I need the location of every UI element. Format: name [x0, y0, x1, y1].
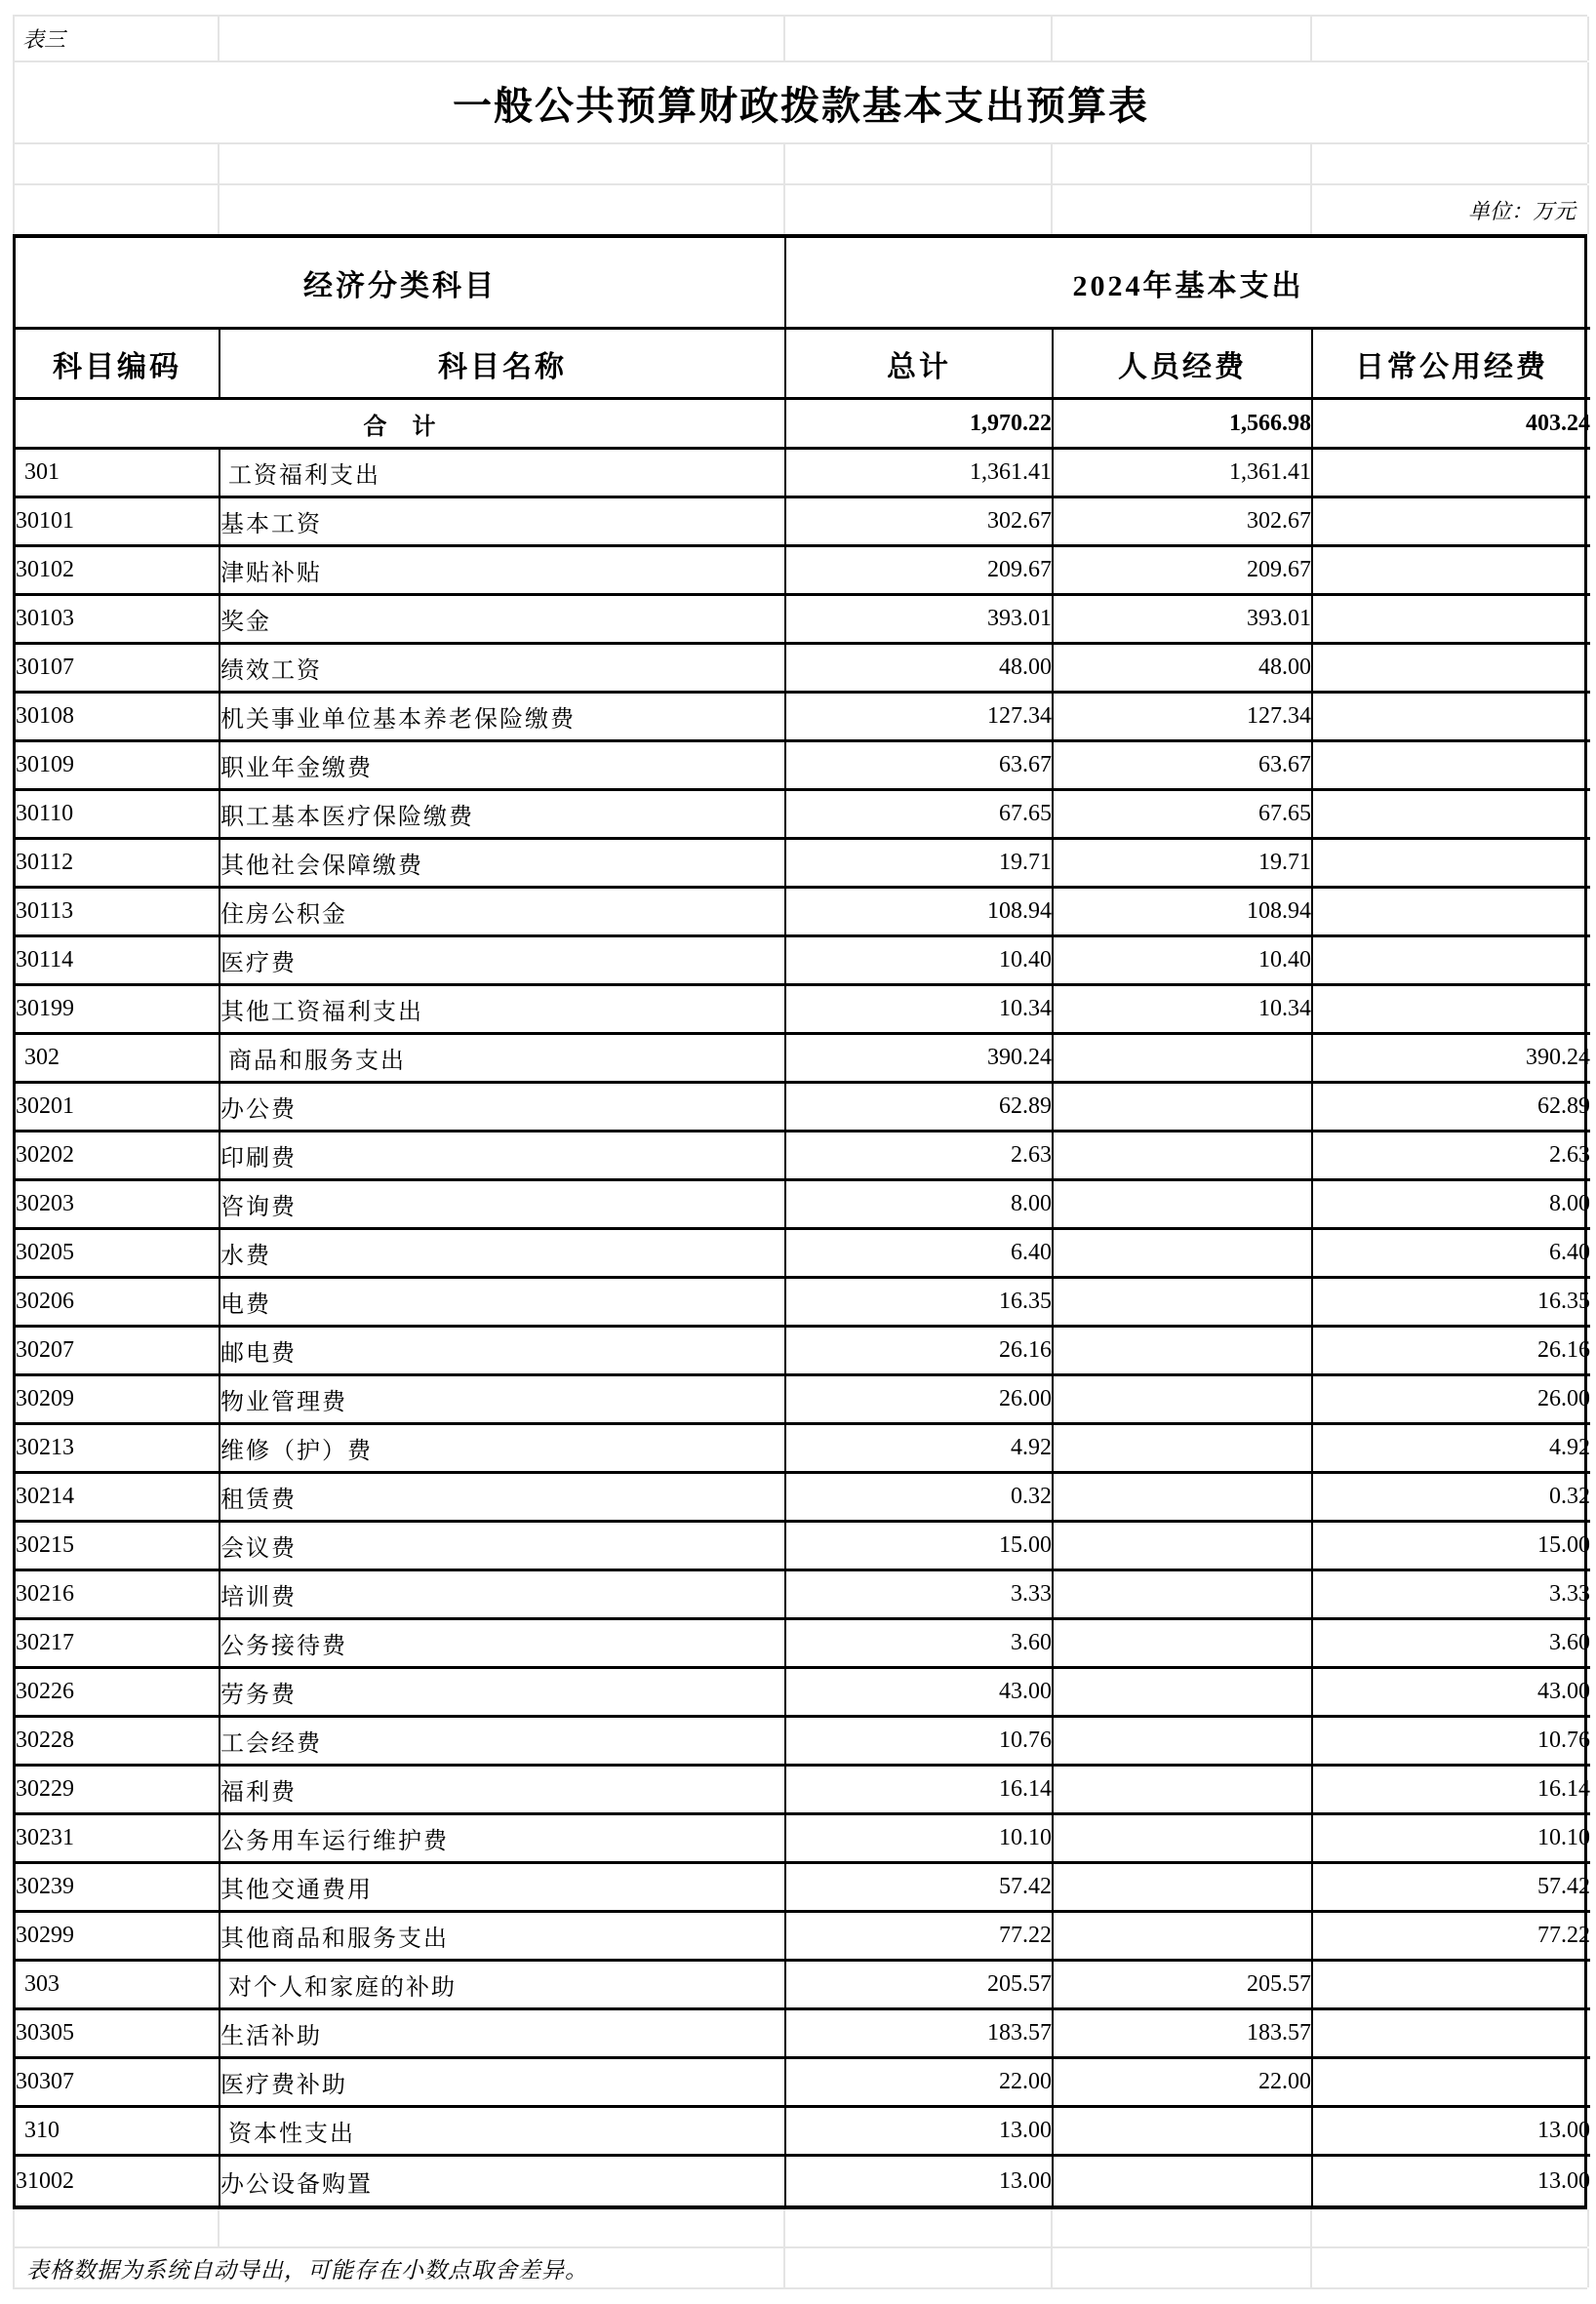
row-code-cell: 302 — [16, 1035, 220, 1084]
row-code-cell: 30101 — [16, 498, 220, 547]
row-personnel-cell — [1054, 1035, 1313, 1084]
row-total-cell: 10.76 — [786, 1718, 1054, 1767]
row-name-cell: 工资福利支出 — [220, 450, 786, 498]
row-daily-cell: 26.16 — [1313, 1328, 1590, 1376]
row-code-cell: 30214 — [16, 1474, 220, 1523]
table-row — [16, 1035, 1590, 1084]
row-personnel-cell — [1054, 1620, 1313, 1669]
summary-label: 合 计 — [16, 400, 786, 450]
row-name-cell: 咨询费 — [220, 1181, 786, 1230]
title-row — [15, 62, 1587, 144]
row-daily-cell: 3.60 — [1313, 1620, 1590, 1669]
row-personnel-cell — [1054, 1767, 1313, 1815]
row-total-cell: 10.40 — [786, 937, 1054, 986]
row-total-cell: 1,361.41 — [786, 450, 1054, 498]
row-personnel-cell — [1054, 1084, 1313, 1132]
row-code-cell: 30108 — [16, 694, 220, 742]
header-daily-public-funds: 日常公用经费 — [1313, 330, 1590, 400]
row-daily-cell: 10.76 — [1313, 1718, 1590, 1767]
row-code-cell: 30307 — [16, 2059, 220, 2108]
row-personnel-cell: 10.34 — [1054, 986, 1313, 1035]
row-personnel-cell — [1054, 1376, 1313, 1425]
row-code-cell: 30209 — [16, 1376, 220, 1425]
row-daily-cell: 3.33 — [1313, 1571, 1590, 1620]
table-row — [16, 1328, 1590, 1376]
footer-note: 表格数据为系统自动导出，可能存在小数点取舍差异。 — [15, 2248, 785, 2287]
row-daily-cell: 6.40 — [1313, 1230, 1590, 1279]
grid-cell — [219, 185, 785, 234]
header-group-row — [16, 238, 1590, 330]
table-row — [16, 2010, 1590, 2059]
row-code-cell: 30215 — [16, 1523, 220, 1571]
row-code-cell: 30305 — [16, 2010, 220, 2059]
table-row — [16, 1279, 1590, 1328]
row-personnel-cell — [1054, 1230, 1313, 1279]
table-row — [16, 791, 1590, 840]
row-code-cell: 30112 — [16, 840, 220, 889]
row-total-cell: 77.22 — [786, 1913, 1054, 1962]
row-name-cell: 印刷费 — [220, 1132, 786, 1181]
grid-cell — [15, 144, 219, 183]
table-row — [16, 840, 1590, 889]
row-name-cell: 其他工资福利支出 — [220, 986, 786, 1035]
grid-cell — [785, 185, 1053, 234]
table-row — [16, 1669, 1590, 1718]
row-daily-cell: 13.00 — [1313, 2108, 1590, 2157]
row-daily-cell — [1313, 694, 1590, 742]
grid-cell — [219, 144, 785, 183]
grid-cell — [1053, 2248, 1312, 2287]
row-personnel-cell — [1054, 1132, 1313, 1181]
table-row — [16, 1815, 1590, 1864]
row-total-cell: 62.89 — [786, 1084, 1054, 1132]
summary-row — [16, 400, 1590, 450]
grid-cell — [1053, 2209, 1312, 2246]
row-code-cell: 301 — [16, 450, 220, 498]
row-name-cell: 办公设备购置 — [220, 2157, 786, 2205]
sheet-label: 表三 — [15, 17, 219, 60]
grid-cell — [785, 144, 1053, 183]
grid-cell — [1053, 17, 1312, 60]
row-name-cell: 租赁费 — [220, 1474, 786, 1523]
row-daily-cell — [1313, 840, 1590, 889]
row-daily-cell: 13.00 — [1537, 2167, 1590, 2194]
row-total-cell: 10.34 — [786, 986, 1054, 1035]
row-personnel-cell: 205.57 — [1054, 1962, 1313, 2010]
row-total-cell: 26.00 — [786, 1376, 1054, 1425]
table-row — [16, 937, 1590, 986]
table-row — [16, 645, 1590, 694]
row-total-cell: 0.32 — [786, 1474, 1054, 1523]
header-total: 总计 — [786, 330, 1054, 400]
row-total-cell: 43.00 — [786, 1669, 1054, 1718]
row-name-cell: 公务接待费 — [220, 1620, 786, 1669]
row-name-cell: 职业年金缴费 — [220, 742, 786, 791]
row-code-cell: 30206 — [16, 1279, 220, 1328]
title-cell — [15, 62, 1589, 142]
row-daily-cell: 26.00 — [1313, 1376, 1590, 1425]
row-code-cell: 30207 — [16, 1328, 220, 1376]
row-name-cell: 绩效工资 — [220, 645, 786, 694]
table-row — [16, 1571, 1590, 1620]
row-name-cell: 商品和服务支出 — [220, 1035, 786, 1084]
row-name-cell: 培训费 — [220, 1571, 786, 1620]
top-grid-area — [13, 15, 1587, 234]
row-code-cell: 30226 — [16, 1669, 220, 1718]
table-header — [16, 238, 1590, 400]
row-code-cell: 30102 — [16, 547, 220, 596]
grid-cell — [15, 185, 219, 234]
row-daily-cell — [1313, 986, 1590, 1035]
row-personnel-cell: 393.01 — [1054, 596, 1313, 645]
table-row — [16, 1620, 1590, 1669]
row-daily-cell: 4.92 — [1313, 1425, 1590, 1474]
row-code-cell: 30228 — [16, 1718, 220, 1767]
row-personnel-cell: 48.00 — [1054, 645, 1313, 694]
row-daily-cell: 16.35 — [1313, 1279, 1590, 1328]
row-name-cell: 工会经费 — [220, 1718, 786, 1767]
row-daily-cell: 0.32 — [1313, 1474, 1590, 1523]
row-total-cell: 3.60 — [786, 1620, 1054, 1669]
row-daily-cell — [1313, 889, 1590, 937]
header-personnel-funds: 人员经费 — [1054, 330, 1313, 400]
grid-cell — [785, 17, 1053, 60]
row-total-cell: 390.24 — [786, 1035, 1054, 1084]
header-columns-row — [16, 330, 1590, 400]
table-row — [16, 694, 1590, 742]
table-row — [16, 1718, 1590, 1767]
row-daily-cell — [1313, 2010, 1590, 2059]
grid-cell — [785, 2248, 1053, 2287]
table-row — [16, 1474, 1590, 1523]
row-total-cell: 26.16 — [786, 1328, 1054, 1376]
row-daily-cell: 15.00 — [1313, 1523, 1590, 1571]
row-name-cell: 邮电费 — [220, 1328, 786, 1376]
row-code-cell: 30231 — [16, 1815, 220, 1864]
header-economic-classification: 经济分类科目 — [16, 238, 786, 330]
row-personnel-cell: 302.67 — [1054, 498, 1313, 547]
header-subject-code: 科目编码 — [16, 330, 220, 400]
row-total-cell: 22.00 — [786, 2059, 1054, 2108]
row-total-cell: 4.92 — [786, 1425, 1054, 1474]
row-total-cell: 302.67 — [786, 498, 1054, 547]
row-personnel-cell — [1054, 2157, 1313, 2205]
row-personnel-cell — [1054, 1815, 1313, 1864]
row-code-cell: 31002 — [16, 2157, 220, 2205]
row-daily-cell — [1313, 791, 1590, 840]
table-row — [16, 1962, 1590, 2010]
row-daily-cell — [1313, 596, 1590, 645]
row-code-cell: 310 — [16, 2108, 220, 2157]
table-row — [16, 742, 1590, 791]
bottom-grid-area — [13, 2209, 1587, 2289]
row-name-cell: 物业管理费 — [220, 1376, 786, 1425]
row-personnel-cell — [1054, 1718, 1313, 1767]
table-body — [16, 450, 1590, 2205]
grid-cell — [1312, 17, 1589, 60]
row-daily-cell: 43.00 — [1313, 1669, 1590, 1718]
header-2024-basic-expenditure: 2024年基本支出 — [786, 238, 1590, 330]
row-daily-cell — [1313, 450, 1590, 498]
table-row — [16, 889, 1590, 937]
row-personnel-cell — [1054, 1864, 1313, 1913]
row-code-cell: 30202 — [16, 1132, 220, 1181]
row-personnel-cell: 183.57 — [1054, 2010, 1313, 2059]
row-code-cell: 30229 — [16, 1767, 220, 1815]
row-personnel-cell — [1054, 1181, 1313, 1230]
table-row — [16, 1181, 1590, 1230]
row-name-cell: 会议费 — [220, 1523, 786, 1571]
summary-personnel: 1,566.98 — [1054, 400, 1313, 450]
row-daily-cell: 2.63 — [1313, 1132, 1590, 1181]
row-total-cell: 16.35 — [786, 1279, 1054, 1328]
row-name-cell: 其他社会保障缴费 — [220, 840, 786, 889]
row-code-cell: 30213 — [16, 1425, 220, 1474]
page-title: 一般公共预算财政拨款基本支出预算表 — [453, 83, 1149, 128]
table-row — [16, 1425, 1590, 1474]
row-name-cell: 基本工资 — [220, 498, 786, 547]
row-code-cell: 30216 — [16, 1571, 220, 1620]
sheet — [13, 15, 1590, 2289]
row-name-cell: 维修（护）费 — [220, 1425, 786, 1474]
row-code-cell: 30205 — [16, 1230, 220, 1279]
row-personnel-cell — [1054, 1571, 1313, 1620]
row-code-cell: 30217 — [16, 1620, 220, 1669]
row-personnel-cell: 127.34 — [1054, 694, 1313, 742]
row-name-cell: 机关事业单位基本养老保险缴费 — [220, 694, 786, 742]
row-total-cell: 205.57 — [786, 1962, 1054, 2010]
row-daily-cell — [1313, 937, 1590, 986]
row-personnel-cell: 10.40 — [1054, 937, 1313, 986]
row-total-cell: 48.00 — [786, 645, 1054, 694]
row-personnel-cell: 22.00 — [1054, 2059, 1313, 2108]
unit-note: 单位：万元 — [1312, 185, 1589, 234]
table-row — [16, 1132, 1590, 1181]
row-personnel-cell: 1,361.41 — [1054, 450, 1313, 498]
row-daily-cell — [1313, 498, 1590, 547]
row-total-cell: 108.94 — [786, 889, 1054, 937]
row-daily-cell: 57.42 — [1313, 1864, 1590, 1913]
row-name-cell: 生活补助 — [220, 2010, 786, 2059]
row-name-cell: 福利费 — [220, 1767, 786, 1815]
row-personnel-cell: 63.67 — [1054, 742, 1313, 791]
row-daily-cell: 8.00 — [1313, 1181, 1590, 1230]
table-row — [16, 2059, 1590, 2108]
row-code-cell: 30110 — [16, 791, 220, 840]
table-row — [16, 1376, 1590, 1425]
row-code-cell: 30114 — [16, 937, 220, 986]
grid-cell — [1053, 185, 1312, 234]
row-daily-cell — [1313, 2059, 1590, 2108]
row-daily-cell: 16.14 — [1313, 1767, 1590, 1815]
grid-cell — [15, 2209, 219, 2246]
row-name-cell: 劳务费 — [220, 1669, 786, 1718]
row-total-cell: 19.71 — [786, 840, 1054, 889]
row-name-cell: 电费 — [220, 1279, 786, 1328]
grid-cell — [219, 2209, 785, 2246]
row-personnel-cell — [1054, 2108, 1313, 2157]
row-total-cell: 127.34 — [786, 694, 1054, 742]
table-row — [16, 2157, 1590, 2205]
summary-total: 1,970.22 — [786, 400, 1054, 450]
row-name-cell: 办公费 — [220, 1084, 786, 1132]
table-row — [16, 1523, 1590, 1571]
summary-daily: 403.24 — [1313, 400, 1590, 450]
header-subject-name: 科目名称 — [220, 330, 786, 400]
row-personnel-cell: 19.71 — [1054, 840, 1313, 889]
table-row — [16, 547, 1590, 596]
row-daily-cell — [1313, 547, 1590, 596]
row-name-cell: 水费 — [220, 1230, 786, 1279]
grid-cell — [1312, 2248, 1589, 2287]
row-total-cell: 16.14 — [786, 1767, 1054, 1815]
row-total-cell: 10.10 — [786, 1815, 1054, 1864]
row-code-cell: 30199 — [16, 986, 220, 1035]
row-total-cell: 67.65 — [786, 791, 1054, 840]
spacer-row — [15, 2209, 1587, 2248]
row-code-cell: 30201 — [16, 1084, 220, 1132]
grid-cell — [1312, 2209, 1589, 2246]
row-code-cell: 30103 — [16, 596, 220, 645]
row-code-cell: 30299 — [16, 1913, 220, 1962]
row-daily-cell: 77.22 — [1313, 1913, 1590, 1962]
grid-cell — [785, 2209, 1053, 2246]
row-personnel-cell — [1054, 1425, 1313, 1474]
row-name-cell: 医疗费 — [220, 937, 786, 986]
budget-table — [13, 234, 1590, 2209]
row-name-cell: 职工基本医疗保险缴费 — [220, 791, 786, 840]
row-personnel-cell — [1054, 1328, 1313, 1376]
table-row — [16, 1913, 1590, 1962]
row-name-cell: 其他商品和服务支出 — [220, 1913, 786, 1962]
row-name-cell: 公务用车运行维护费 — [220, 1815, 786, 1864]
table-row — [16, 1767, 1590, 1815]
row-personnel-cell: 67.65 — [1054, 791, 1313, 840]
row-total-cell: 6.40 — [786, 1230, 1054, 1279]
footer-row — [15, 2248, 1587, 2289]
sheet-label-row — [15, 17, 1587, 62]
grid-cell — [1312, 144, 1589, 183]
table-row — [16, 450, 1590, 498]
row-personnel-cell: 209.67 — [1054, 547, 1313, 596]
row-personnel-cell: 108.94 — [1054, 889, 1313, 937]
table-row — [16, 1084, 1590, 1132]
row-code-cell: 30107 — [16, 645, 220, 694]
row-name-cell: 奖金 — [220, 596, 786, 645]
table-row — [16, 2108, 1590, 2157]
row-total-cell: 8.00 — [786, 1181, 1054, 1230]
row-name-cell: 住房公积金 — [220, 889, 786, 937]
table-row — [16, 498, 1590, 547]
row-name-cell: 对个人和家庭的补助 — [220, 1962, 786, 2010]
table-row — [16, 596, 1590, 645]
row-code-cell: 30203 — [16, 1181, 220, 1230]
spacer-row — [15, 144, 1587, 185]
row-name-cell: 资本性支出 — [220, 2108, 786, 2157]
row-total-cell: 57.42 — [786, 1864, 1054, 1913]
row-personnel-cell — [1054, 1913, 1313, 1962]
table-row — [16, 1230, 1590, 1279]
row-total-cell: 2.63 — [786, 1132, 1054, 1181]
row-name-cell: 医疗费补助 — [220, 2059, 786, 2108]
row-total-cell: 183.57 — [786, 2010, 1054, 2059]
row-name-cell: 津贴补贴 — [220, 547, 786, 596]
row-name-cell: 其他交通费用 — [220, 1864, 786, 1913]
row-total-cell: 15.00 — [786, 1523, 1054, 1571]
row-total-cell: 3.33 — [786, 1571, 1054, 1620]
row-code-cell: 30109 — [16, 742, 220, 791]
row-total-cell: 393.01 — [786, 596, 1054, 645]
row-daily-cell: 62.89 — [1313, 1084, 1590, 1132]
row-personnel-cell — [1054, 1669, 1313, 1718]
row-total-cell: 209.67 — [786, 547, 1054, 596]
row-personnel-cell — [1054, 1279, 1313, 1328]
row-personnel-cell — [1054, 1523, 1313, 1571]
row-daily-cell — [1313, 1962, 1590, 2010]
row-total-cell: 13.00 — [786, 2157, 1054, 2205]
row-code-cell: 30239 — [16, 1864, 220, 1913]
row-code-cell: 303 — [16, 1962, 220, 2010]
grid-cell — [219, 17, 785, 60]
table-row — [16, 986, 1590, 1035]
row-total-cell: 13.00 — [786, 2108, 1054, 2157]
row-daily-cell — [1313, 742, 1590, 791]
row-daily-cell: 10.10 — [1313, 1815, 1590, 1864]
row-total-cell: 63.67 — [786, 742, 1054, 791]
row-daily-cell: 390.24 — [1313, 1035, 1590, 1084]
grid-cell — [1053, 144, 1312, 183]
row-code-cell: 30113 — [16, 889, 220, 937]
row-personnel-cell — [1054, 1474, 1313, 1523]
unit-row — [15, 185, 1587, 234]
table-row — [16, 1864, 1590, 1913]
row-daily-cell — [1313, 645, 1590, 694]
